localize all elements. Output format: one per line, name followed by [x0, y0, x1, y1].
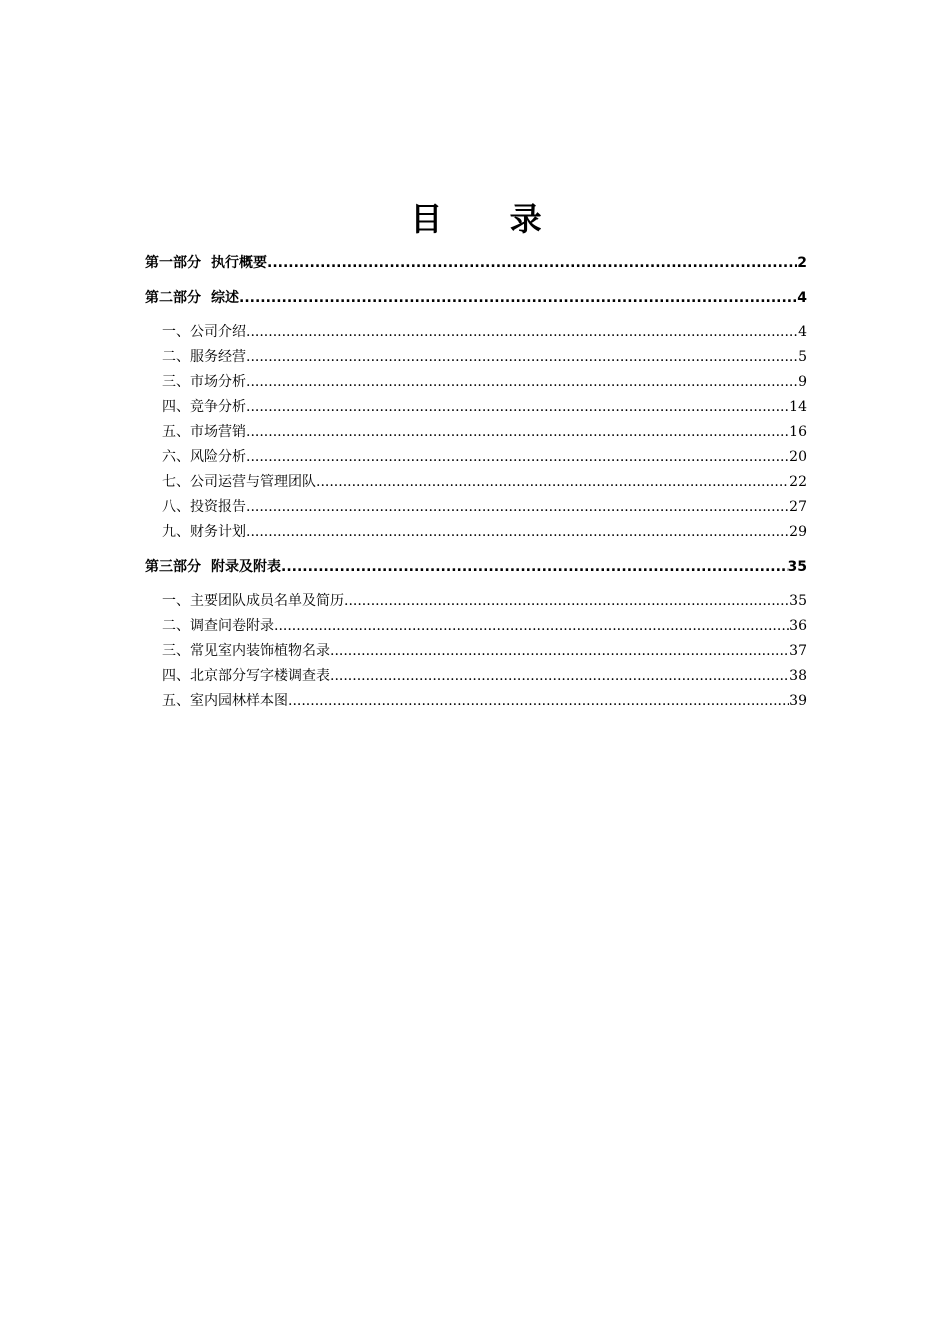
- dot-leader: [246, 420, 789, 445]
- toc-item[interactable]: [145, 395, 807, 420]
- toc-page-number: 22: [789, 474, 807, 490]
- toc-item[interactable]: [145, 420, 807, 445]
- toc-page-number: 4: [797, 290, 807, 306]
- toc-page-number: 14: [789, 399, 807, 415]
- toc-item-label: 四、竞争分析: [162, 399, 246, 415]
- toc-part: [145, 286, 807, 545]
- toc-title: 目 录: [410, 200, 570, 238]
- toc-part-number: 第二部分: [145, 290, 201, 306]
- dot-leader: [246, 370, 798, 395]
- toc-page-number: 35: [787, 559, 807, 575]
- dot-leader: [267, 251, 797, 276]
- toc-page-number: 9: [798, 374, 807, 390]
- toc-page-number: 29: [789, 524, 807, 540]
- toc-item[interactable]: [145, 445, 807, 470]
- dot-leader: [239, 286, 797, 311]
- toc-part-label: [145, 251, 267, 276]
- toc-item-label: 一、公司介绍: [162, 324, 246, 340]
- toc-item[interactable]: [145, 589, 807, 614]
- toc-item-label: 六、风险分析: [162, 449, 246, 465]
- toc-item-label: 一、主要团队成员名单及简历: [162, 593, 344, 609]
- dot-leader: [246, 320, 798, 345]
- dot-leader: [246, 395, 789, 420]
- dot-leader: [344, 589, 789, 614]
- toc-part-number: 第三部分: [145, 559, 201, 575]
- toc-part-entry[interactable]: [145, 286, 807, 311]
- toc-item-label: 五、室内园林样本图: [162, 693, 288, 709]
- toc-item[interactable]: [145, 470, 807, 495]
- toc-item-label: 二、服务经营: [162, 349, 246, 365]
- dot-leader: [246, 345, 798, 370]
- dot-leader: [246, 445, 789, 470]
- toc-item-label: 五、市场营销: [162, 424, 246, 440]
- toc-item[interactable]: [145, 345, 807, 370]
- toc-item[interactable]: [145, 639, 807, 664]
- toc-part-entry[interactable]: [145, 555, 807, 580]
- dot-leader: [246, 520, 789, 545]
- toc-part-number: 第一部分: [145, 255, 201, 271]
- toc-page-number: 37: [789, 643, 807, 659]
- dot-leader: [246, 495, 789, 520]
- toc-item[interactable]: [145, 520, 807, 545]
- toc-part-entry[interactable]: [145, 251, 807, 276]
- dot-leader: [330, 664, 789, 689]
- toc-item[interactable]: [145, 689, 807, 714]
- toc-item-label: 八、投资报告: [162, 499, 246, 515]
- toc-item-label: 三、常见室内装饰植物名录: [162, 643, 330, 659]
- dot-leader: [281, 555, 788, 580]
- toc-item[interactable]: [145, 320, 807, 345]
- toc-part-label: [145, 555, 281, 580]
- dot-leader: [288, 689, 789, 714]
- toc-page-number: 2: [797, 255, 807, 271]
- toc-item-label: 二、调查问卷附录: [162, 618, 274, 634]
- toc-part: [145, 555, 807, 714]
- toc-item[interactable]: [145, 614, 807, 639]
- toc-page-number: 38: [789, 668, 807, 684]
- toc-page-number: 5: [798, 349, 807, 365]
- toc-item-label: 三、市场分析: [162, 374, 246, 390]
- toc-item-label: 九、财务计划: [162, 524, 246, 540]
- toc-item[interactable]: [145, 495, 807, 520]
- toc-part-name: 附录及附表: [211, 559, 281, 575]
- toc-item[interactable]: [145, 664, 807, 689]
- table-of-contents: [145, 195, 807, 714]
- dot-leader: [316, 470, 789, 495]
- toc-page-number: 39: [789, 693, 807, 709]
- toc-part-label: [145, 286, 239, 311]
- dot-leader: [274, 614, 789, 639]
- toc-page-number: 35: [789, 593, 807, 609]
- dot-leader: [330, 639, 789, 664]
- toc-page-number: 16: [789, 424, 807, 440]
- toc-item-label: 七、公司运营与管理团队: [162, 474, 316, 490]
- toc-part-name: 执行概要: [211, 255, 267, 271]
- toc-page-number: 27: [789, 499, 807, 515]
- toc-page-number: 20: [789, 449, 807, 465]
- toc-part: [145, 251, 807, 276]
- toc-part-name: 综述: [211, 290, 239, 306]
- toc-item-label: 四、北京部分写字楼调查表: [162, 668, 330, 684]
- toc-page-number: 4: [798, 324, 807, 340]
- toc-page-number: 36: [789, 618, 807, 634]
- toc-item[interactable]: [145, 370, 807, 395]
